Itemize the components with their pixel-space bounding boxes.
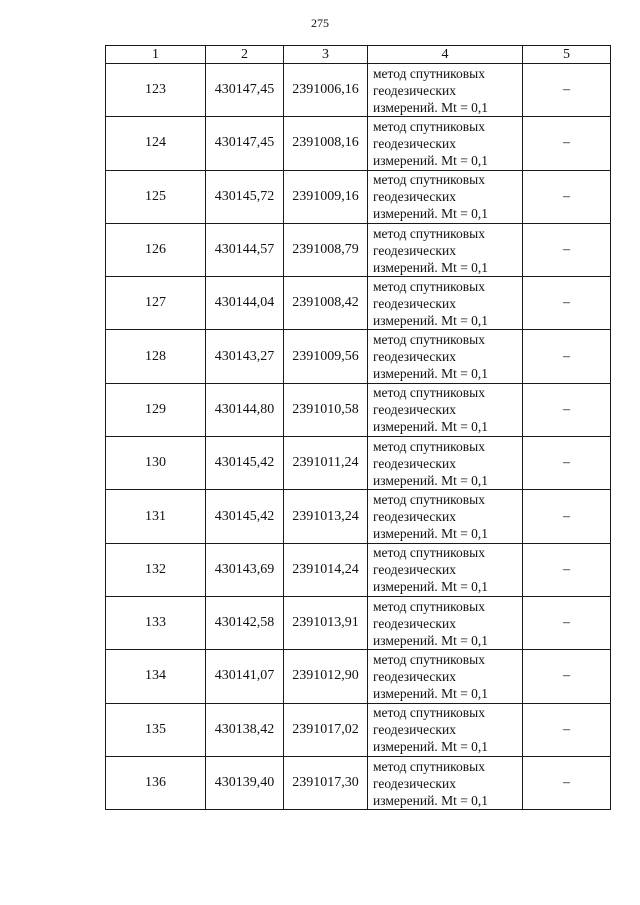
method-cell bbox=[368, 650, 523, 703]
x-coordinate-cell: 430142,58 bbox=[206, 596, 284, 649]
method-line: метод спутниковых bbox=[373, 758, 485, 774]
method-line: измерений. Mt = 0,1 bbox=[373, 419, 489, 435]
table-row bbox=[106, 277, 611, 330]
point-number-cell: 133 bbox=[106, 596, 206, 649]
point-number-cell: 130 bbox=[106, 437, 206, 490]
method-line: измерений. Mt = 0,1 bbox=[373, 792, 489, 808]
note-cell: – bbox=[523, 117, 611, 170]
header-col-5: 5 bbox=[523, 46, 611, 64]
table-row bbox=[106, 330, 611, 383]
x-coordinate-cell: 430144,57 bbox=[206, 223, 284, 276]
point-number-cell: 125 bbox=[106, 170, 206, 223]
method-cell bbox=[368, 117, 523, 170]
y-coordinate-cell: 2391008,79 bbox=[284, 223, 368, 276]
method-line: измерений. Mt = 0,1 bbox=[373, 312, 489, 328]
header-col-1: 1 bbox=[106, 46, 206, 64]
table-body bbox=[106, 64, 611, 810]
method-line: метод спутниковых bbox=[373, 385, 485, 401]
method-line: измерений. Mt = 0,1 bbox=[373, 152, 489, 168]
method-cell bbox=[368, 543, 523, 596]
x-coordinate-cell: 430138,42 bbox=[206, 703, 284, 756]
y-coordinate-cell: 2391013,24 bbox=[284, 490, 368, 543]
y-coordinate-cell: 2391017,30 bbox=[284, 756, 368, 809]
method-line: метод спутниковых bbox=[373, 705, 485, 721]
method-cell bbox=[368, 437, 523, 490]
method-cell bbox=[368, 756, 523, 809]
method-line: метод спутниковых bbox=[373, 332, 485, 348]
table-row bbox=[106, 543, 611, 596]
x-coordinate-cell: 430144,80 bbox=[206, 383, 284, 436]
table-row bbox=[106, 117, 611, 170]
method-cell bbox=[368, 64, 523, 117]
coordinates-table bbox=[105, 45, 611, 810]
method-line: измерений. Mt = 0,1 bbox=[373, 366, 489, 382]
table-row bbox=[106, 223, 611, 276]
page-number: 275 bbox=[311, 16, 329, 30]
method-cell bbox=[368, 223, 523, 276]
method-line: метод спутниковых bbox=[373, 651, 485, 667]
x-coordinate-cell: 430139,40 bbox=[206, 756, 284, 809]
method-line: метод спутниковых bbox=[373, 492, 485, 508]
method-line: геодезических bbox=[373, 82, 456, 98]
header-row bbox=[106, 46, 611, 64]
method-line: геодезических bbox=[373, 295, 456, 311]
method-line: измерений. Mt = 0,1 bbox=[373, 632, 489, 648]
table-row bbox=[106, 383, 611, 436]
note-cell: – bbox=[523, 170, 611, 223]
x-coordinate-cell: 430147,45 bbox=[206, 64, 284, 117]
table-row bbox=[106, 756, 611, 809]
method-line: геодезических bbox=[373, 775, 456, 791]
note-cell: – bbox=[523, 383, 611, 436]
note-cell: – bbox=[523, 703, 611, 756]
note-cell: – bbox=[523, 596, 611, 649]
method-line: измерений. Mt = 0,1 bbox=[373, 685, 489, 701]
method-line: измерений. Mt = 0,1 bbox=[373, 472, 489, 488]
method-cell bbox=[368, 383, 523, 436]
method-line: геодезических bbox=[373, 455, 456, 471]
method-line: геодезических bbox=[373, 189, 456, 205]
table-row bbox=[106, 490, 611, 543]
y-coordinate-cell: 2391013,91 bbox=[284, 596, 368, 649]
header-col-3: 3 bbox=[284, 46, 368, 64]
x-coordinate-cell: 430145,42 bbox=[206, 490, 284, 543]
y-coordinate-cell: 2391009,16 bbox=[284, 170, 368, 223]
x-coordinate-cell: 430145,72 bbox=[206, 170, 284, 223]
method-line: метод спутниковых bbox=[373, 545, 485, 561]
point-number-cell: 123 bbox=[106, 64, 206, 117]
x-coordinate-cell: 430145,42 bbox=[206, 437, 284, 490]
y-coordinate-cell: 2391006,16 bbox=[284, 64, 368, 117]
table-row bbox=[106, 596, 611, 649]
y-coordinate-cell: 2391008,16 bbox=[284, 117, 368, 170]
y-coordinate-cell: 2391014,24 bbox=[284, 543, 368, 596]
y-coordinate-cell: 2391010,58 bbox=[284, 383, 368, 436]
table-row bbox=[106, 64, 611, 117]
y-coordinate-cell: 2391011,24 bbox=[284, 437, 368, 490]
point-number-cell: 134 bbox=[106, 650, 206, 703]
method-line: геодезических bbox=[373, 668, 456, 684]
method-line: метод спутниковых bbox=[373, 598, 485, 614]
table-row bbox=[106, 437, 611, 490]
method-line: метод спутниковых bbox=[373, 225, 485, 241]
x-coordinate-cell: 430143,69 bbox=[206, 543, 284, 596]
method-line: геодезических bbox=[373, 562, 456, 578]
point-number-cell: 127 bbox=[106, 277, 206, 330]
y-coordinate-cell: 2391017,02 bbox=[284, 703, 368, 756]
method-line: геодезических bbox=[373, 135, 456, 151]
point-number-cell: 128 bbox=[106, 330, 206, 383]
method-line: геодезических bbox=[373, 349, 456, 365]
method-cell bbox=[368, 170, 523, 223]
note-cell: – bbox=[523, 650, 611, 703]
y-coordinate-cell: 2391012,90 bbox=[284, 650, 368, 703]
point-number-cell: 132 bbox=[106, 543, 206, 596]
method-line: измерений. Mt = 0,1 bbox=[373, 259, 489, 275]
header-col-4: 4 bbox=[368, 46, 523, 64]
method-line: метод спутниковых bbox=[373, 438, 485, 454]
header-col-2: 2 bbox=[206, 46, 284, 64]
method-cell bbox=[368, 596, 523, 649]
table-row bbox=[106, 170, 611, 223]
point-number-cell: 124 bbox=[106, 117, 206, 170]
method-cell bbox=[368, 703, 523, 756]
method-line: геодезических bbox=[373, 615, 456, 631]
note-cell: – bbox=[523, 277, 611, 330]
table-row bbox=[106, 703, 611, 756]
y-coordinate-cell: 2391009,56 bbox=[284, 330, 368, 383]
note-cell: – bbox=[523, 330, 611, 383]
method-line: измерений. Mt = 0,1 bbox=[373, 99, 489, 115]
point-number-cell: 129 bbox=[106, 383, 206, 436]
note-cell: – bbox=[523, 543, 611, 596]
note-cell: – bbox=[523, 223, 611, 276]
table-row bbox=[106, 650, 611, 703]
method-cell bbox=[368, 330, 523, 383]
point-number-cell: 136 bbox=[106, 756, 206, 809]
note-cell: – bbox=[523, 64, 611, 117]
method-line: метод спутниковых bbox=[373, 118, 485, 134]
method-line: измерений. Mt = 0,1 bbox=[373, 206, 489, 222]
method-line: измерений. Mt = 0,1 bbox=[373, 739, 489, 755]
method-line: геодезических bbox=[373, 242, 456, 258]
method-line: метод спутниковых bbox=[373, 278, 485, 294]
method-line: геодезических bbox=[373, 722, 456, 738]
point-number-cell: 135 bbox=[106, 703, 206, 756]
method-line: измерений. Mt = 0,1 bbox=[373, 579, 489, 595]
note-cell: – bbox=[523, 437, 611, 490]
method-line: измерений. Mt = 0,1 bbox=[373, 526, 489, 542]
method-cell bbox=[368, 277, 523, 330]
method-cell bbox=[368, 490, 523, 543]
method-line: геодезических bbox=[373, 402, 456, 418]
point-number-cell: 126 bbox=[106, 223, 206, 276]
point-number-cell: 131 bbox=[106, 490, 206, 543]
method-line: метод спутниковых bbox=[373, 172, 485, 188]
table-header bbox=[106, 46, 611, 64]
note-cell: – bbox=[523, 490, 611, 543]
method-line: метод спутниковых bbox=[373, 65, 485, 81]
x-coordinate-cell: 430143,27 bbox=[206, 330, 284, 383]
x-coordinate-cell: 430144,04 bbox=[206, 277, 284, 330]
x-coordinate-cell: 430147,45 bbox=[206, 117, 284, 170]
note-cell: – bbox=[523, 756, 611, 809]
method-line: геодезических bbox=[373, 509, 456, 525]
x-coordinate-cell: 430141,07 bbox=[206, 650, 284, 703]
y-coordinate-cell: 2391008,42 bbox=[284, 277, 368, 330]
